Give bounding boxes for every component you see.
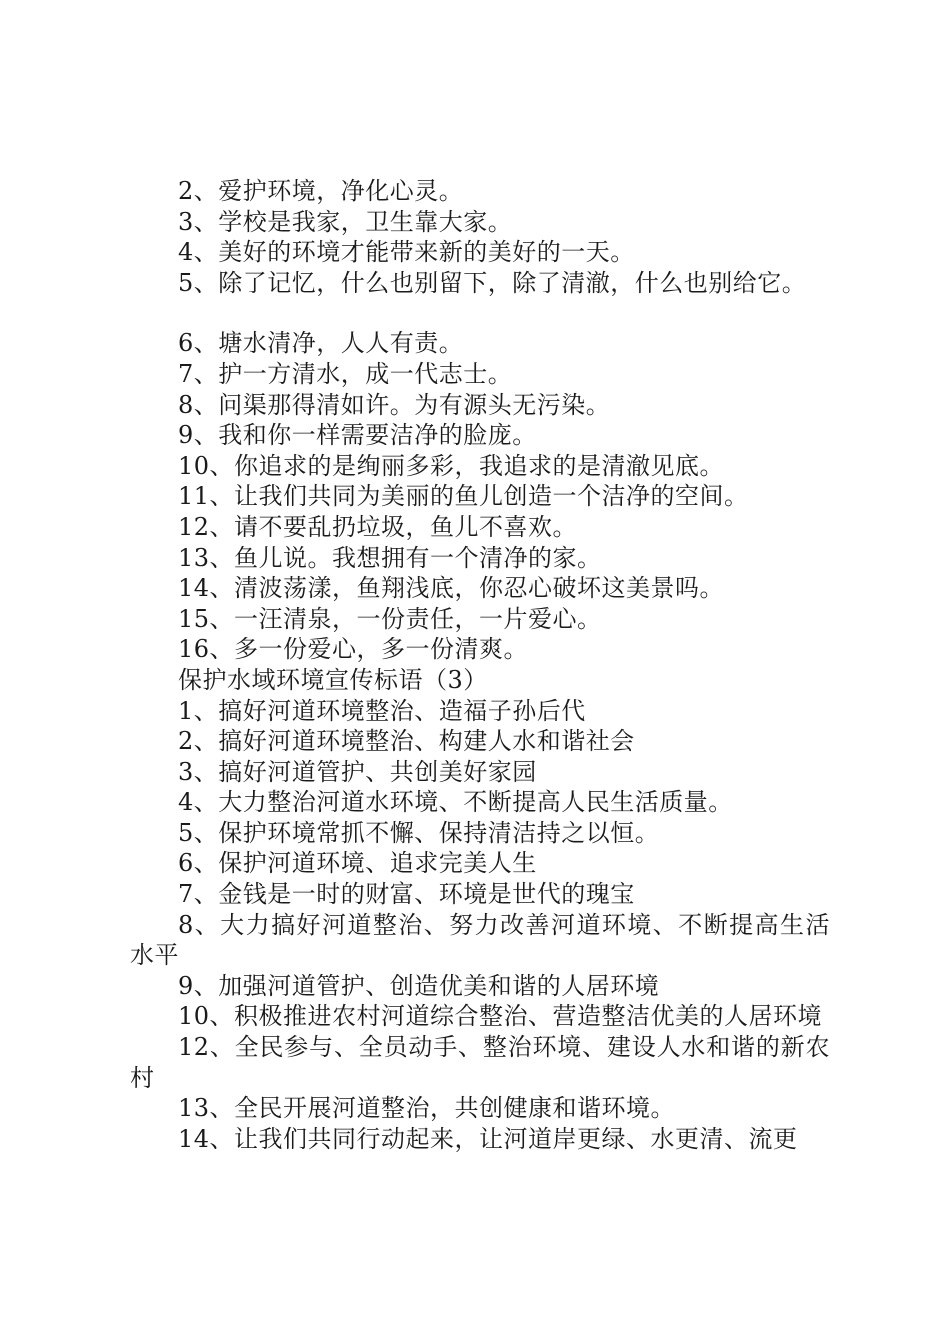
slogan-line: 10、你追求的是绚丽多彩，我追求的是清澈见底。	[178, 451, 725, 480]
slogan-line: 14、让我们共同行动起来，让河道岸更绿、水更清、流更	[178, 1124, 798, 1153]
slogan-line: 4、大力整治河道水环境、不断提高人民生活质量。	[178, 788, 733, 817]
slogan-line: 16、多一份爱心，多一份清爽。	[178, 635, 529, 664]
slogan-line: 2、爱护环境，净化心灵。	[178, 177, 464, 205]
section-heading: 保护水域环境宣传标语（3）	[178, 665, 488, 694]
slogan-line: 2、搞好河道环境整治、构建人水和谐社会	[178, 727, 635, 756]
paragraph-gap	[130, 298, 830, 328]
slogan-line: 12、全民参与、全员动手、整治环境、建设人水和谐的新农村	[130, 1033, 830, 1092]
slogan-line: 3、学校是我家，卫生靠大家。	[178, 207, 513, 236]
slogan-line: 15、一汪清泉，一份责任，一片爱心。	[178, 604, 602, 633]
slogan-line: 5、保护环境常抓不懈、保持清洁持之以恒。	[178, 818, 660, 847]
slogan-line: 7、护一方清水，成一代志士。	[178, 359, 513, 388]
slogan-line: 10、积极推进农村河道综合整治、营造整洁优美的人居环境	[178, 1002, 823, 1031]
slogan-line: 6、塘水清净，人人有责。	[178, 329, 464, 358]
slogan-line: 13、鱼儿说。我想拥有一个清净的家。	[178, 543, 602, 572]
slogan-line: 11、让我们共同为美丽的鱼儿创造一个洁净的空间。	[178, 482, 749, 511]
slogan-line: 6、保护河道环境、追求完美人生	[178, 849, 537, 878]
slogan-line: 13、全民开展河道整治，共创健康和谐环境。	[178, 1094, 676, 1123]
slogan-line: 3、搞好河道管护、共创美好家园	[178, 757, 537, 786]
slogan-line: 14、清波荡漾，鱼翔浅底，你忍心破坏这美景吗。	[178, 574, 725, 603]
slogan-line: 9、加强河道管护、创造优美和谐的人居环境	[178, 971, 660, 1000]
slogan-line: 5、除了记忆，什么也别留下，除了清澈，什么也别给它。	[178, 268, 807, 297]
slogan-line: 9、我和你一样需要洁净的脸庞。	[178, 421, 537, 450]
slogan-line: 1、搞好河道环境整治、造福子孙后代	[178, 696, 586, 725]
document-body	[130, 176, 830, 1154]
slogan-line: 7、金钱是一时的财富、环境是世代的瑰宝	[178, 880, 635, 909]
slogan-line: 8、问渠那得清如许。为有源头无污染。	[178, 390, 611, 419]
slogan-line: 8、大力搞好河道整治、努力改善河道环境、不断提高生活水平	[130, 910, 830, 970]
slogan-line: 12、请不要乱扔垃圾，鱼儿不喜欢。	[178, 512, 578, 541]
slogan-line: 4、美好的环境才能带来新的美好的一天。	[178, 238, 635, 267]
